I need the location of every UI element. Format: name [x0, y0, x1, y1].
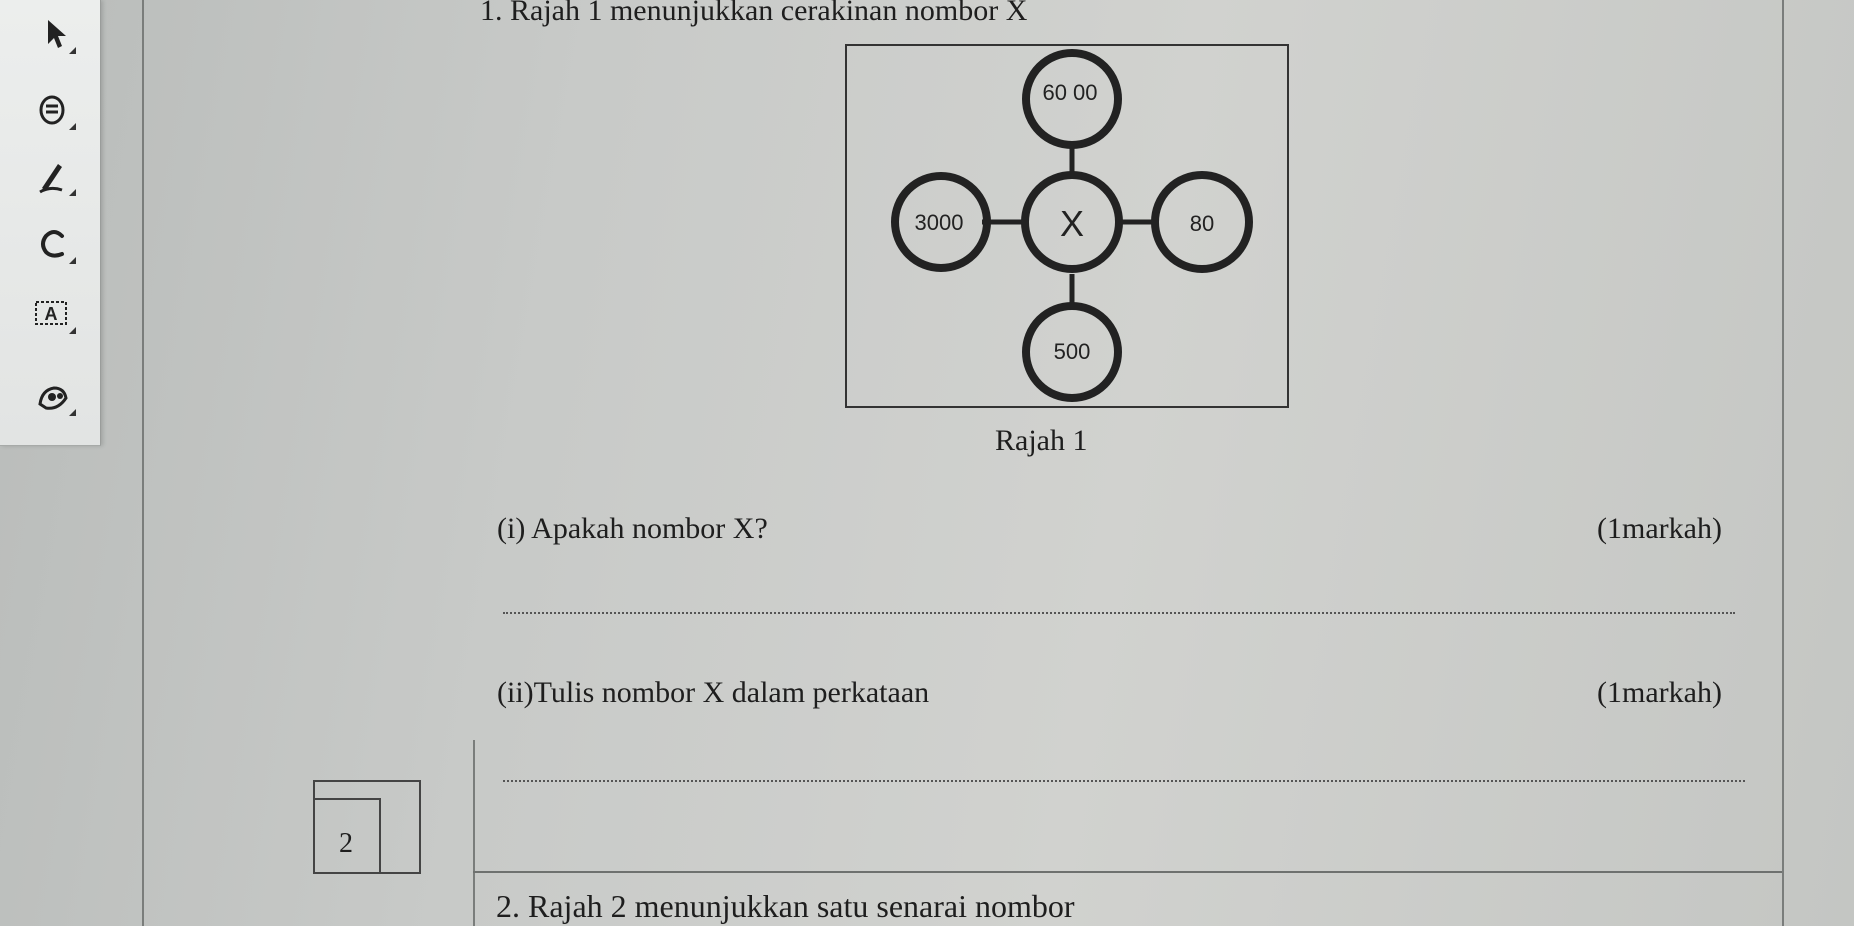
right-value: 80	[1189, 211, 1215, 236]
part-ii-answer-line[interactable]	[503, 780, 1745, 782]
text-tool-button[interactable]	[28, 288, 80, 340]
question-2-title: 2. Rajah 2 menunjukkan satu senarai nombor	[496, 888, 1075, 924]
part-i-question: (i) Apakah nombor X?	[497, 512, 768, 545]
figure-diagram	[847, 46, 1287, 406]
page-left-border	[142, 0, 144, 926]
part-i-answer-line[interactable]	[503, 612, 1735, 614]
part-i-marks: (1markah)	[1597, 512, 1722, 545]
center-value: X	[1059, 203, 1085, 244]
section-divider	[473, 871, 1782, 873]
svg-text:A: A	[44, 304, 58, 324]
part-ii-marks: (1markah)	[1597, 676, 1722, 709]
top-value: 60 00	[1042, 80, 1098, 105]
question-1-title: 1. Rajah 1 menunjukkan cerakinan nombor X	[480, 0, 1028, 27]
mark-box	[313, 780, 421, 874]
number-decomposition-figure	[845, 44, 1289, 408]
floating-toolbar	[0, 0, 101, 446]
pen-tool-button[interactable]	[28, 150, 80, 202]
shape-tool-button[interactable]	[28, 370, 80, 422]
answer-column-border	[473, 740, 475, 926]
part-ii-question: (ii)Tulis nombor X dalam perkataan	[497, 676, 930, 709]
bottom-value: 500	[1053, 339, 1091, 364]
page-right-border	[1782, 0, 1784, 926]
pointer-tool-button[interactable]	[28, 8, 80, 60]
mark-box-value: 2	[339, 828, 353, 859]
eraser-tool-button[interactable]	[28, 84, 80, 136]
lasso-tool-button[interactable]	[28, 218, 80, 270]
left-value: 3000	[914, 210, 964, 235]
figure-caption: Rajah 1	[995, 424, 1088, 457]
